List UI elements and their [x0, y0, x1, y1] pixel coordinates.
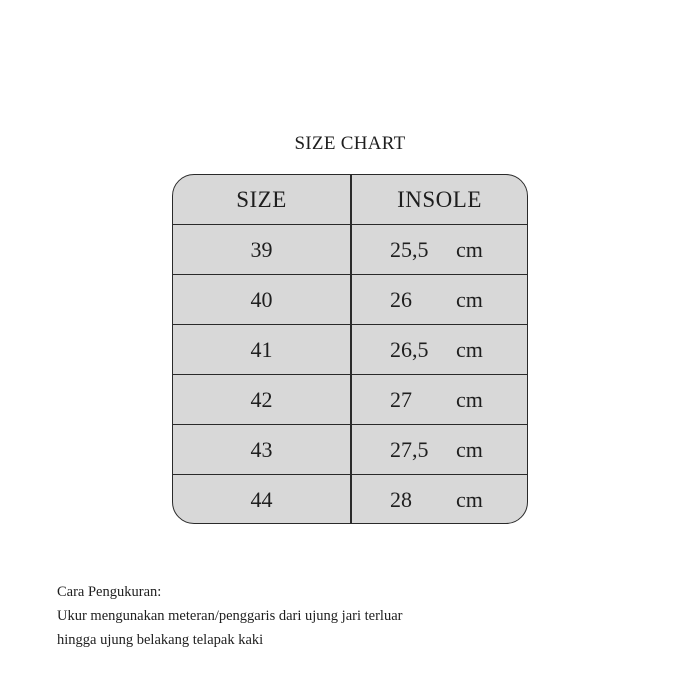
- row-insole: [352, 475, 527, 524]
- row-size: 44: [250, 486, 273, 512]
- header-size: SIZE: [236, 187, 287, 212]
- row-insole: [352, 225, 527, 274]
- row-insole: [352, 325, 527, 374]
- insole-value: 26: [390, 286, 412, 312]
- insole-value: 27: [390, 386, 412, 412]
- row-insole: [352, 275, 527, 324]
- insole-unit: cm: [456, 486, 483, 512]
- row-size: 42: [250, 386, 273, 412]
- notes-line-1: Ukur mengunakan meteran/penggaris dari ujung jari terluar: [57, 608, 403, 624]
- size-chart-table: [172, 174, 528, 524]
- insole-unit: cm: [456, 286, 483, 312]
- insole-unit: cm: [456, 236, 483, 262]
- row-insole: [352, 425, 527, 474]
- insole-value: 25,5: [390, 236, 429, 262]
- insole-value: 26,5: [390, 336, 429, 362]
- page-title: SIZE CHART: [294, 133, 406, 154]
- row-size: 39: [250, 236, 273, 262]
- row-insole: [352, 375, 527, 424]
- insole-unit: cm: [456, 336, 483, 362]
- row-size: 40: [250, 286, 273, 312]
- insole-value: 28: [390, 486, 412, 512]
- row-size: 41: [250, 336, 273, 362]
- notes-line-2: hingga ujung belakang telapak kaki: [57, 632, 264, 648]
- insole-unit: cm: [456, 436, 483, 462]
- row-size: 43: [250, 436, 273, 462]
- notes-heading: Cara Pengukuran:: [57, 584, 162, 600]
- measurement-notes: [57, 580, 402, 652]
- header-insole: INSOLE: [397, 187, 482, 212]
- insole-value: 27,5: [390, 436, 429, 462]
- insole-unit: cm: [456, 386, 483, 412]
- column-divider: [350, 175, 352, 523]
